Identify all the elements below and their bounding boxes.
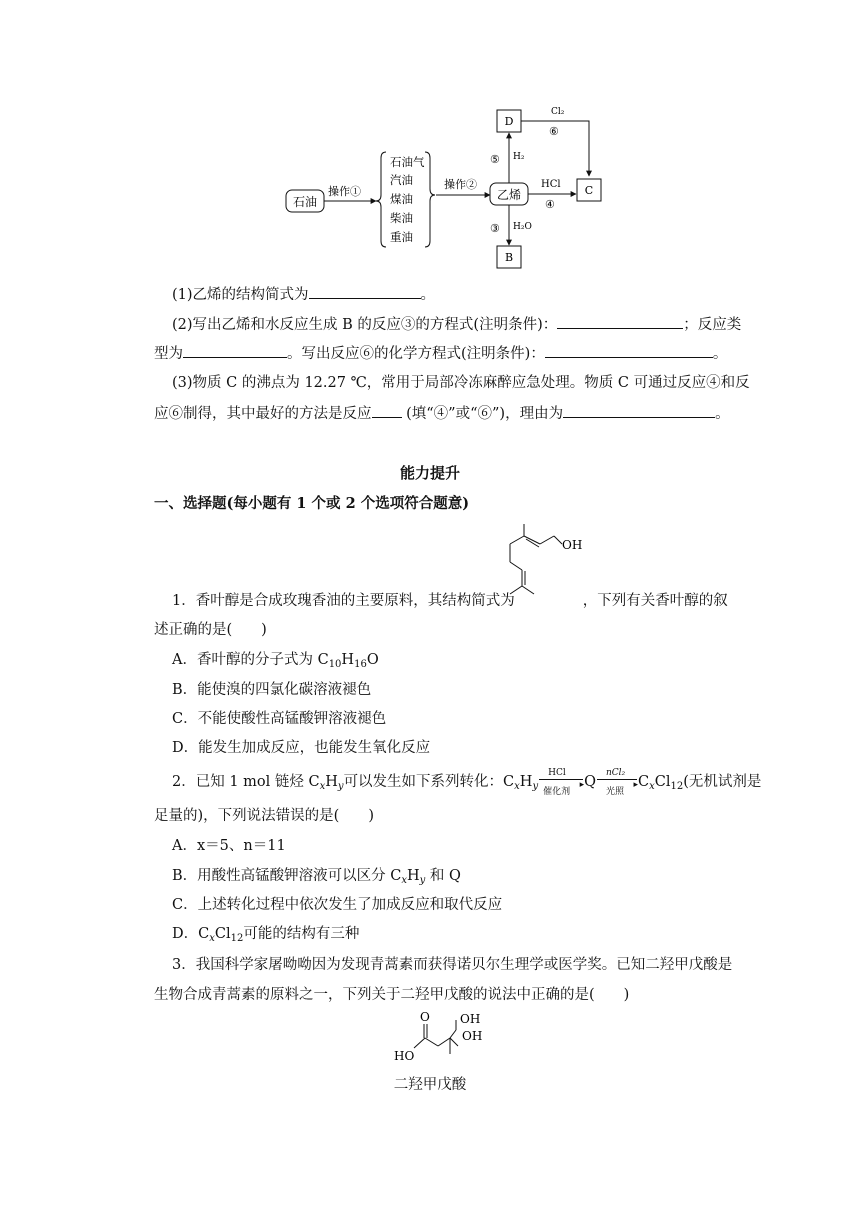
h2-label: H₂ [513, 152, 525, 162]
question-part-1: (1)乙烯的结构简式为 。 [172, 284, 435, 305]
fraction-5: 重油 [390, 230, 413, 244]
section-subtitle: 一、选择题(每小题有 1 个或 2 个选项符合题意) [154, 495, 470, 512]
petroleum-label: 石油 [292, 195, 318, 209]
op1-label: 操作① [328, 185, 361, 198]
question-part-2-line1: (2)写出乙烯和水反应生成 B 的反应③的方程式(注明条件)： ；反应类 [172, 314, 741, 335]
question-part-3-line2: 应⑥制得，其中最好的方法是反应 (填“④”或“⑥”)，理由为 。 [154, 403, 730, 424]
reaction-arrow-2: nCl₂ ▸ 光照 [596, 772, 638, 786]
answer-blank[interactable] [557, 314, 683, 329]
fraction-1: 石油气 [390, 155, 425, 169]
reaction-6-label: ⑥ [549, 125, 559, 138]
hcl-label: HCl [541, 179, 561, 190]
box-d-label: D [504, 115, 514, 128]
oxygen-label: O [420, 1010, 430, 1024]
q1-stem-line1: 1．香叶醇是合成玫瑰香油的主要原料，其结构简式为 ，下列有关香叶醇的叙 [172, 593, 728, 609]
answer-blank[interactable] [372, 403, 402, 418]
q2-option-a[interactable]: A．x＝5、n＝11 [172, 838, 286, 854]
q2-option-b[interactable]: B．用酸性高锰酸钾溶液可以区分 $C_xH_y$ 和 Q [172, 868, 461, 886]
section-title: 能力提升 [399, 464, 460, 482]
box-c-label: C [584, 184, 594, 197]
hydroxyl-label-2: OH [462, 1029, 483, 1043]
structure-caption: 二羟甲戊酸 [393, 1077, 467, 1093]
reaction-4-label: ④ [545, 198, 555, 211]
q2-option-d[interactable]: D．$C_xCl_{12}$可能的结构有三种 [172, 926, 360, 944]
q3-stem-line2: 生物合成青蒿素的原料之一，下列关于二羟甲戊酸的说法中正确的是( ) [154, 987, 630, 1003]
cl2-label: Cl₂ [551, 107, 565, 117]
op2-label: 操作② [444, 178, 477, 191]
answer-blank[interactable] [183, 343, 287, 358]
q1-option-b[interactable]: B．能使溴的四氯化碳溶液褪色 [172, 682, 372, 698]
geraniol-structure [500, 522, 600, 602]
ethylene-label: 乙烯 [496, 188, 522, 202]
fraction-3: 煤油 [390, 192, 413, 206]
fraction-2: 汽油 [390, 173, 413, 187]
reaction-3-label: ③ [490, 222, 500, 235]
reaction-arrow-1: HCl ▸ 催化剂 [538, 772, 584, 786]
q2-stem-line2: 足量的)，下列说法错误的是( ) [154, 808, 374, 824]
hydroxyl-label-1: OH [460, 1012, 481, 1026]
q1-option-c[interactable]: C．不能使酸性高锰酸钾溶液褪色 [172, 711, 387, 727]
q2-stem-line1: 2．已知 1 mol 链烃 $C_xH_y$可以发生如下系列转化：$C_xH_y$ HCl ▸ 催化剂 Q nCl₂ ▸ 光照 $C_xCl_{12}$(无机试剂是 [172, 768, 762, 797]
reaction-5-label: ⑤ [490, 153, 500, 166]
q3-stem-line1: 3．我国科学家屠呦呦因为发现青蒿素而获得诺贝尔生理学或医学奖。已知二羟甲戊酸是 [172, 957, 733, 973]
mevalonic-acid-structure [386, 1010, 496, 1072]
answer-blank[interactable] [309, 284, 421, 299]
answer-blank[interactable] [545, 343, 713, 358]
ho-label: HO [394, 1049, 415, 1063]
reaction-flow-diagram [0, 95, 860, 275]
question-part-3-line1: (3)物质 C 的沸点为 12.27 ℃，常用于局部冷冻麻醉应急处理。物质 C 可通过反应④和反 [172, 375, 750, 391]
fraction-4: 柴油 [390, 211, 413, 225]
q1-option-a[interactable]: A．香叶醇的分子式为 $C_{10}H_{16}O$ [172, 652, 379, 670]
question-part-2-line2: 型为 。写出反应⑥的化学方程式(注明条件)： 。 [154, 343, 727, 364]
answer-blank[interactable] [563, 403, 715, 418]
h2o-label: H₂O [513, 222, 532, 232]
geraniol-oh-label: OH [562, 538, 583, 552]
q1-option-d[interactable]: D．能发生加成反应，也能发生氧化反应 [172, 740, 431, 756]
q2-option-c[interactable]: C．上述转化过程中依次发生了加成反应和取代反应 [172, 897, 503, 913]
q1-stem-line2: 述正确的是( ) [154, 622, 267, 638]
box-b-label: B [504, 251, 514, 264]
